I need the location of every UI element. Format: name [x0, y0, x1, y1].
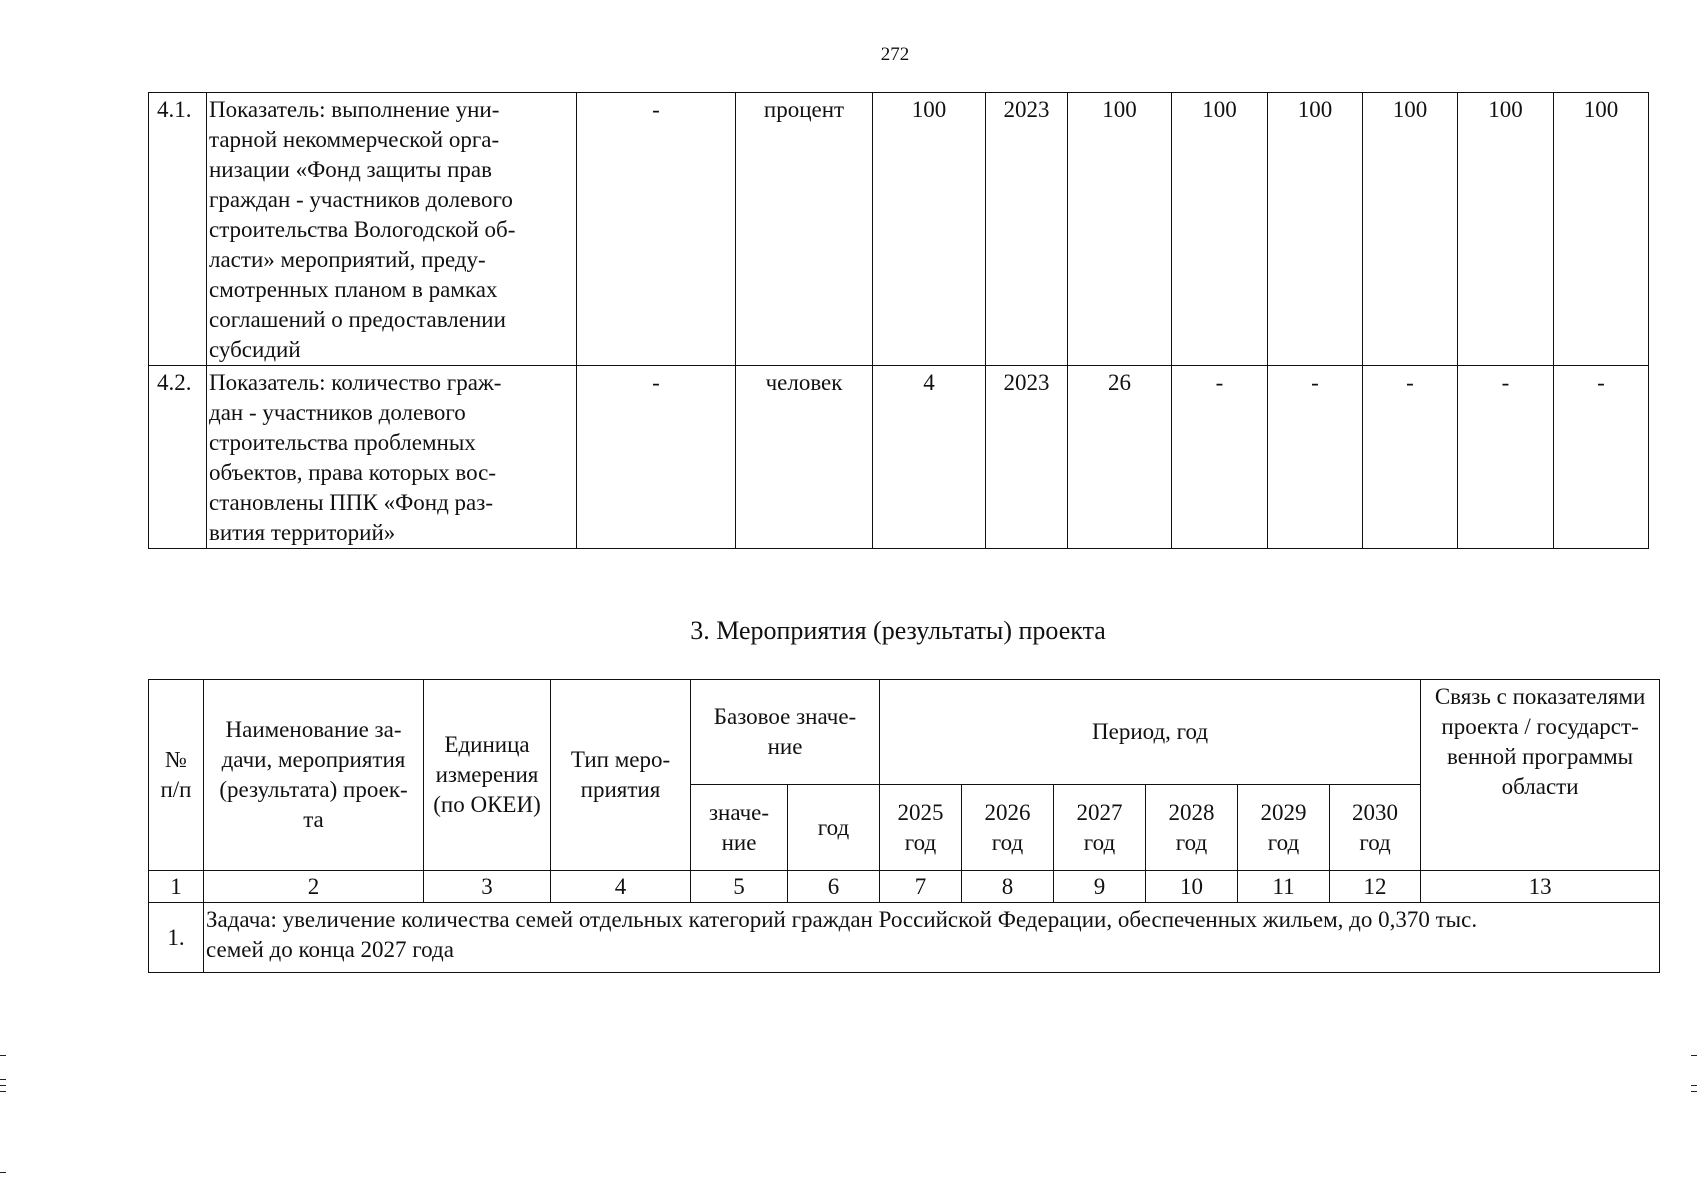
header-base-value-line: ние	[721, 829, 757, 855]
column-number: 5	[691, 871, 788, 903]
section-title: 3. Мероприятия (результаты) проекта	[690, 616, 1106, 645]
header-year	[1054, 785, 1146, 871]
indicator-year-value: -	[1554, 366, 1649, 549]
header-period: Период, год	[880, 680, 1421, 785]
indicator-name	[207, 93, 577, 366]
indicator-name-line: субсидий	[209, 337, 301, 362]
header-year-line: 2028	[1168, 799, 1215, 825]
indicator-name-line: ласти» мероприятий, преду-	[209, 247, 486, 272]
indicator-year-value: -	[1172, 366, 1268, 549]
header-year-line: год	[904, 829, 937, 855]
header-type-line: приятия	[580, 777, 661, 802]
indicator-col3: -	[577, 366, 736, 549]
column-number: 6	[788, 871, 880, 903]
header-type	[551, 680, 691, 871]
header-name	[204, 680, 424, 871]
indicator-year-value: 100	[1554, 93, 1649, 366]
header-year	[1238, 785, 1330, 871]
indicator-name-line: низации «Фонд защиты прав	[209, 157, 492, 182]
header-link-line: Связь с показателями	[1434, 684, 1646, 709]
column-number: 11	[1238, 871, 1330, 903]
task-text	[204, 903, 1660, 973]
header-unit-line: (по ОКЕИ)	[433, 792, 541, 817]
indicator-unit: человек	[736, 366, 873, 549]
indicator-base-value: 100	[873, 93, 986, 366]
indicator-name-line: строительства Вологодской об-	[209, 217, 516, 242]
indicator-year-value: 100	[1068, 93, 1172, 366]
indicators-table	[148, 92, 1649, 549]
indicator-year-value: 100	[1458, 93, 1554, 366]
indicator-base-value: 4	[873, 366, 986, 549]
header-base-line: Базовое значе-	[713, 704, 857, 729]
indicator-year-value: 100	[1363, 93, 1458, 366]
header-link	[1421, 680, 1660, 871]
scan-mark	[1691, 1055, 1697, 1056]
scan-mark	[0, 1091, 6, 1092]
header-name-line: та	[303, 807, 324, 832]
indicator-year-value: -	[1363, 366, 1458, 549]
indicator-year-value: 26	[1068, 366, 1172, 549]
indicator-col3: -	[577, 93, 736, 366]
header-num-line: п/п	[160, 777, 192, 802]
column-number: 9	[1054, 871, 1146, 903]
header-link-line: венной программы	[1447, 744, 1634, 769]
header-base-year: год	[788, 785, 880, 871]
indicator-name-line: граждан - участников долевого	[209, 187, 513, 212]
indicator-year-value: 100	[1172, 93, 1268, 366]
header-name-line: Наименование за-	[225, 717, 402, 742]
scan-mark	[1691, 1091, 1697, 1092]
indicator-name-line: вития территорий»	[209, 520, 396, 545]
header-base-value	[691, 785, 788, 871]
header-year-line: год	[1083, 829, 1116, 855]
scan-mark	[0, 1055, 6, 1056]
header-year-line: 2027	[1076, 799, 1123, 825]
indicator-year-value: 100	[1268, 93, 1363, 366]
header-year-line: год	[1267, 829, 1300, 855]
column-number: 7	[880, 871, 962, 903]
header-base	[691, 680, 880, 785]
header-link-line: проекта / государст-	[1441, 714, 1639, 739]
indicator-name-line: тарной некоммерческой орга-	[209, 127, 500, 152]
indicator-name-line: дан - участников долевого	[209, 400, 466, 425]
indicator-name-line: объектов, права которых вос-	[209, 460, 497, 485]
header-name-line: дачи, мероприятия	[221, 747, 406, 772]
scan-mark	[0, 1085, 6, 1086]
column-number: 1	[149, 871, 204, 903]
header-year-line: год	[1359, 829, 1391, 855]
scan-mark	[1691, 1085, 1697, 1086]
header-year-line: год	[1175, 829, 1208, 855]
column-number: 13	[1421, 871, 1660, 903]
header-num	[149, 680, 204, 871]
indicator-name-line: Показатель: выполнение уни-	[209, 97, 500, 122]
header-name-line: (результата) проек-	[219, 777, 408, 802]
column-number: 4	[551, 871, 691, 903]
indicator-name-line: смотренных планом в рамках	[209, 277, 498, 302]
header-year-line: 2030	[1352, 799, 1399, 825]
header-year	[1330, 785, 1421, 871]
column-number: 3	[424, 871, 551, 903]
header-num-line: №	[165, 747, 187, 772]
indicator-unit: процент	[736, 93, 873, 366]
header-unit-line: измерения	[435, 762, 539, 787]
task-text-line: семей до конца 2027 года	[206, 937, 454, 962]
indicator-name-line: Показатель: количество граж-	[209, 370, 502, 395]
indicator-row	[149, 93, 1649, 366]
column-number: 10	[1146, 871, 1238, 903]
column-numbers-row	[149, 871, 1660, 903]
indicator-year-value: -	[1268, 366, 1363, 549]
header-base-line: ние	[767, 734, 803, 759]
header-year-line: 2026	[984, 799, 1031, 825]
column-number: 2	[204, 871, 424, 903]
indicator-row	[149, 366, 1649, 549]
indicator-name	[207, 366, 577, 549]
header-unit	[424, 680, 551, 871]
indicator-number: 4.2.	[149, 366, 207, 549]
header-link-line: области	[1501, 774, 1579, 799]
header-type-line: Тип меро-	[570, 747, 671, 772]
indicator-name-line: становлены ППК «Фонд раз-	[209, 490, 494, 515]
header-year-line: 2029	[1260, 799, 1307, 825]
header-year	[1146, 785, 1238, 871]
header-year-line: год	[991, 829, 1024, 855]
indicator-name-line: строительства проблемных	[209, 430, 476, 455]
task-row	[149, 903, 1660, 973]
column-number: 12	[1330, 871, 1421, 903]
header-year-line: 2025	[897, 799, 944, 825]
header-unit-line: Единица	[444, 732, 530, 757]
scan-mark	[0, 1079, 6, 1080]
indicator-name-line: соглашений о предоставлении	[209, 307, 506, 332]
indicator-year-value: -	[1458, 366, 1554, 549]
column-number: 8	[962, 871, 1054, 903]
header-year	[880, 785, 962, 871]
indicator-base-year: 2023	[986, 93, 1068, 366]
task-number: 1.	[149, 903, 204, 973]
indicator-base-year: 2023	[986, 366, 1068, 549]
header-base-value-line: значе-	[708, 799, 770, 825]
scan-mark	[0, 1172, 6, 1173]
indicator-number: 4.1.	[149, 93, 207, 366]
header-year	[962, 785, 1054, 871]
page-number: 272	[880, 44, 910, 65]
task-text-line: Задача: увеличение количества семей отдельных категорий граждан Российской Федерации, обеспеченных жильем, до 0,370 тыс.	[206, 907, 1478, 932]
activities-table	[148, 679, 1660, 973]
